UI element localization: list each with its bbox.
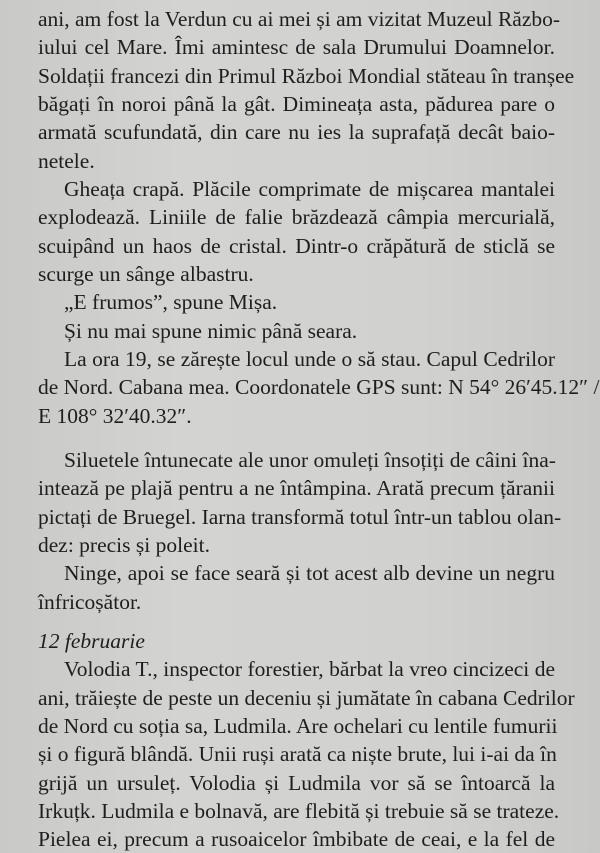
text-line: Gheața crapă. Plăcile comprimate de mișcarea mantalei	[64, 177, 555, 201]
text-line: iului cel Mare. Îmi amintesc de sala Drumului Doamnelor.	[38, 35, 555, 59]
text-line: dez: precis și poleit.	[38, 533, 210, 557]
text-line: E 108° 32′40.32″.	[38, 404, 192, 428]
text-line: băgați în noroi până la gât. Dimineața asta, pădurea pare o	[38, 92, 555, 116]
text-line: ani, trăiește de peste un deceniu și jumătate în cabana Cedrilor	[38, 686, 575, 710]
text-line: explodează. Liniile de falie brăzdează câmpia mercurială,	[38, 205, 555, 229]
text-line: grijă un ursuleț. Volodia și Ludmila vor să se întoarcă la	[38, 771, 555, 795]
text-line: scuipând un haos de cristal. Dintr-o crăpătură de sticlă se	[38, 234, 555, 258]
text-line: pictați de Bruegel. Iarna transformă totul într-un tablou olan-	[38, 505, 562, 529]
text-line: „E frumos”, spune Mișa.	[64, 290, 278, 314]
text-line: Ninge, apoi se face seară și tot acest alb devine un negru	[64, 561, 555, 585]
text-line: Volodia T., inspector forestier, bărbat la vreo cincizeci de	[64, 657, 555, 681]
text-line: La ora 19, se zărește locul unde o să stau. Capul Cedrilor	[64, 347, 555, 371]
text-line: înfricoșător.	[38, 590, 142, 614]
text-line: scurge un sânge albastru.	[38, 262, 254, 286]
text-line: de Nord. Cabana mea. Coordonatele GPS sunt: N 54° 26′45.12″ /	[38, 375, 600, 399]
text-line: Și nu mai spune nimic până seara.	[64, 319, 358, 343]
text-line: de Nord cu soția sa, Ludmila. Are ochelari cu lentile fumurii	[38, 714, 558, 738]
date-heading: 12 februarie	[38, 629, 145, 653]
text-line: ani, am fost la Verdun cu ai mei și am vizitat Muzeul Războ-	[38, 7, 561, 31]
text-line: Irkuțk. Ludmila e bolnavă, are flebită și trebuie să se trateze.	[38, 799, 560, 823]
text-line: intează pe plajă pentru a ne întâmpina. Arată precum țăranii	[38, 476, 555, 500]
text-line: Siluetele întunecate ale unor omuleți însoțiți de câini îna-	[64, 448, 556, 472]
text-line: netele.	[38, 149, 95, 173]
text-line: armată scufundată, din care nu ies la suprafață decât baio-	[38, 120, 555, 144]
text-line: Pielea ei, precum a rusoaicelor îmbibate de ceai, e la fel de	[38, 827, 555, 851]
text-line: Soldații francezi din Primul Război Mondial stăteau în tranșee	[38, 64, 575, 88]
text-line: și o figură blândă. Unii ruși arată ca niște brute, lui i-ai da în	[38, 742, 557, 766]
